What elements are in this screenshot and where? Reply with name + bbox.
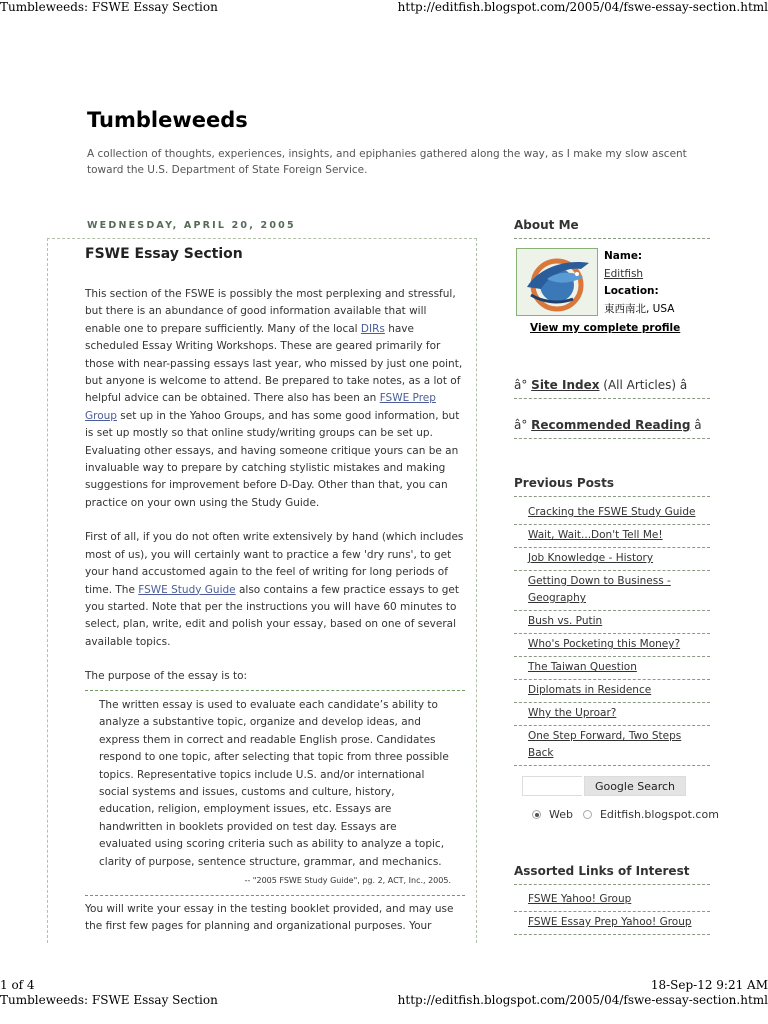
external-link[interactable]: FSWE Yahoo! Group	[528, 893, 632, 905]
previous-post-link[interactable]: Cracking the FSWE Study Guide	[528, 506, 696, 518]
post-text: First of all, if you do not often write extensively by hand (which includes most of us), you will certainly want to practice a few 'dry runs', to get your hand accustomed again to the feel of writing for long periods of time. The	[85, 531, 464, 596]
fish-logo-icon	[517, 249, 599, 317]
site-index-row	[514, 378, 710, 399]
previous-post-link[interactable]: Who's Pocketing this Money?	[528, 638, 681, 650]
post-title: FSWE Essay Section	[85, 246, 243, 262]
location-value: 東西南北, USA	[604, 302, 675, 315]
recommended-reading-row	[514, 418, 710, 439]
profile-info	[604, 248, 674, 318]
profile-name-link[interactable]: Editfish	[604, 267, 644, 280]
print-footer-url: http://editfish.blogspot.com/2005/04/fswe-essay-section.html	[397, 993, 768, 1007]
print-footer-title: Tumbleweeds: FSWE Essay Section	[0, 993, 218, 1007]
assorted-links-list	[514, 889, 710, 935]
post-paragraph	[85, 529, 465, 651]
previous-post-link[interactable]: Bush vs. Putin	[528, 615, 603, 627]
quote-text: The written essay is used to evaluate each candidate’s ability to analyze a substantive topic, organize and develop ideas, and express them in correct and readable English prose. Candidates respond to one topic, after selecting that topic from three possible topics. Representative topics include U.S. and/or international social systems and issues, customs and culture, history, education, religion, employment issues, etc. Essays are handwritten in booklets provided on test day. Essays are evaluated using scoring criteria such as ability to analyze a topic, clarity of purpose, sentence structure, grammar, and mechanics.	[99, 699, 449, 868]
list-item	[514, 571, 710, 611]
post-paragraph: You will write your essay in the testing booklet provided, and may use the first few pages for planning and organizational purposes. Your	[85, 903, 454, 933]
list-item	[514, 680, 710, 703]
site-index-suffix: (All Articles) â	[599, 378, 688, 392]
fswe-prep-group-link[interactable]: FSWE Prep Group	[85, 392, 436, 422]
list-item	[514, 634, 710, 657]
post-paragraph	[85, 286, 465, 512]
list-item	[514, 611, 710, 634]
previous-post-link[interactable]: Diplomats in Residence	[528, 684, 652, 696]
list-item	[514, 726, 710, 766]
rec-suffix: â	[690, 418, 702, 432]
assorted-links-heading: Assorted Links of Interest	[514, 864, 710, 885]
previous-post-link[interactable]: Why the Uproar?	[528, 707, 617, 719]
previous-posts-heading: Previous Posts	[514, 476, 710, 497]
blog-description: A collection of thoughts, experiences, insights, and epiphanies gathered along the way, as I make my slow ascent toward the U.S. Department of State Foreign Service.	[87, 148, 687, 176]
about-me-heading: About Me	[514, 218, 710, 239]
post-text: This section of the FSWE is possibly the most perplexing and stressful, but there is an abundance of good information available that will enable one to prepare sufficiently. Many of the local	[85, 288, 456, 335]
dirs-link[interactable]: DIRs	[360, 322, 385, 335]
print-header-title: Tumbleweeds: FSWE Essay Section	[0, 0, 218, 14]
location-label: Location:	[604, 285, 659, 297]
search-scope	[532, 808, 729, 821]
list-item	[514, 502, 710, 525]
site-index-prefix: â°	[514, 378, 532, 392]
radio-web[interactable]	[532, 810, 541, 819]
post-date: WEDNESDAY, APRIL 20, 2005	[87, 220, 296, 231]
list-item	[514, 889, 710, 912]
list-item	[514, 657, 710, 680]
fswe-study-guide-link[interactable]: FSWE Study Guide	[138, 583, 236, 596]
previous-posts-list	[514, 502, 710, 766]
post-text: set up in the Yahoo Groups, and has some good information, but is set up mostly so that online study/writing groups can be set up. Evaluating other essays, and having someone critique yours can be an invaluable way to prepare by catching stylistic mistakes and making suggestions for improvement before D-Day. Other than that, you can practice on your own using the Study Guide.	[85, 409, 460, 509]
avatar[interactable]	[516, 248, 598, 316]
quote-source: -- "2005 FSWE Study Guide", pg. 2, ACT, Inc., 2005.	[244, 876, 451, 886]
view-profile-link[interactable]: View my complete profile	[530, 322, 681, 334]
previous-post-link[interactable]: Wait, Wait...Don't Tell Me!	[528, 529, 663, 541]
radio-web-label: Web	[549, 808, 573, 821]
recommended-reading-link[interactable]: Recommended Reading	[531, 418, 691, 432]
previous-post-link[interactable]: Getting Down to Business - Geography	[528, 575, 671, 604]
post-body	[85, 286, 465, 703]
radio-site[interactable]	[583, 810, 592, 819]
search-input[interactable]	[522, 776, 582, 796]
google-search-button[interactable]: Google Search	[584, 776, 686, 796]
radio-site-label: Editfish.blogspot.com	[599, 808, 719, 821]
blog-title[interactable]: Tumbleweeds	[87, 108, 248, 132]
previous-post-link[interactable]: The Taiwan Question	[528, 661, 637, 673]
external-link[interactable]: FSWE Essay Prep Yahoo! Group	[528, 916, 692, 928]
print-header-url: http://editfish.blogspot.com/2005/04/fswe-essay-section.html	[397, 0, 768, 14]
rec-prefix: â°	[514, 418, 532, 432]
post-paragraph: The purpose of the essay is to:	[85, 670, 248, 683]
site-index-link[interactable]: Site Index	[531, 378, 600, 392]
print-footer-page: 1 of 4	[0, 978, 35, 992]
post-text: have scheduled Essay Writing Workshops. These are geared primarily for those with near-passing essays last year, who missed by just one point, but anyone is welcome to attend. Be prepared to take notes, as a lot of helpful advice can be obtained. There also has been an	[85, 322, 463, 405]
previous-post-link[interactable]: Job Knowledge - History	[528, 552, 654, 564]
list-item	[514, 548, 710, 571]
name-label: Name:	[604, 250, 643, 262]
print-footer-datetime: 18-Sep-12 9:21 AM	[650, 978, 768, 992]
list-item	[514, 912, 710, 935]
post-text: also contains a few practice essays to get you started. Note that per the instructions you will have 60 minutes to select, plan, write, edit and polish your essay, based on one of several available topics.	[85, 583, 459, 648]
previous-post-link[interactable]: One Step Forward, Two Steps Back	[528, 730, 682, 759]
study-guide-quote	[85, 690, 465, 896]
list-item	[514, 525, 710, 548]
list-item	[514, 703, 710, 726]
